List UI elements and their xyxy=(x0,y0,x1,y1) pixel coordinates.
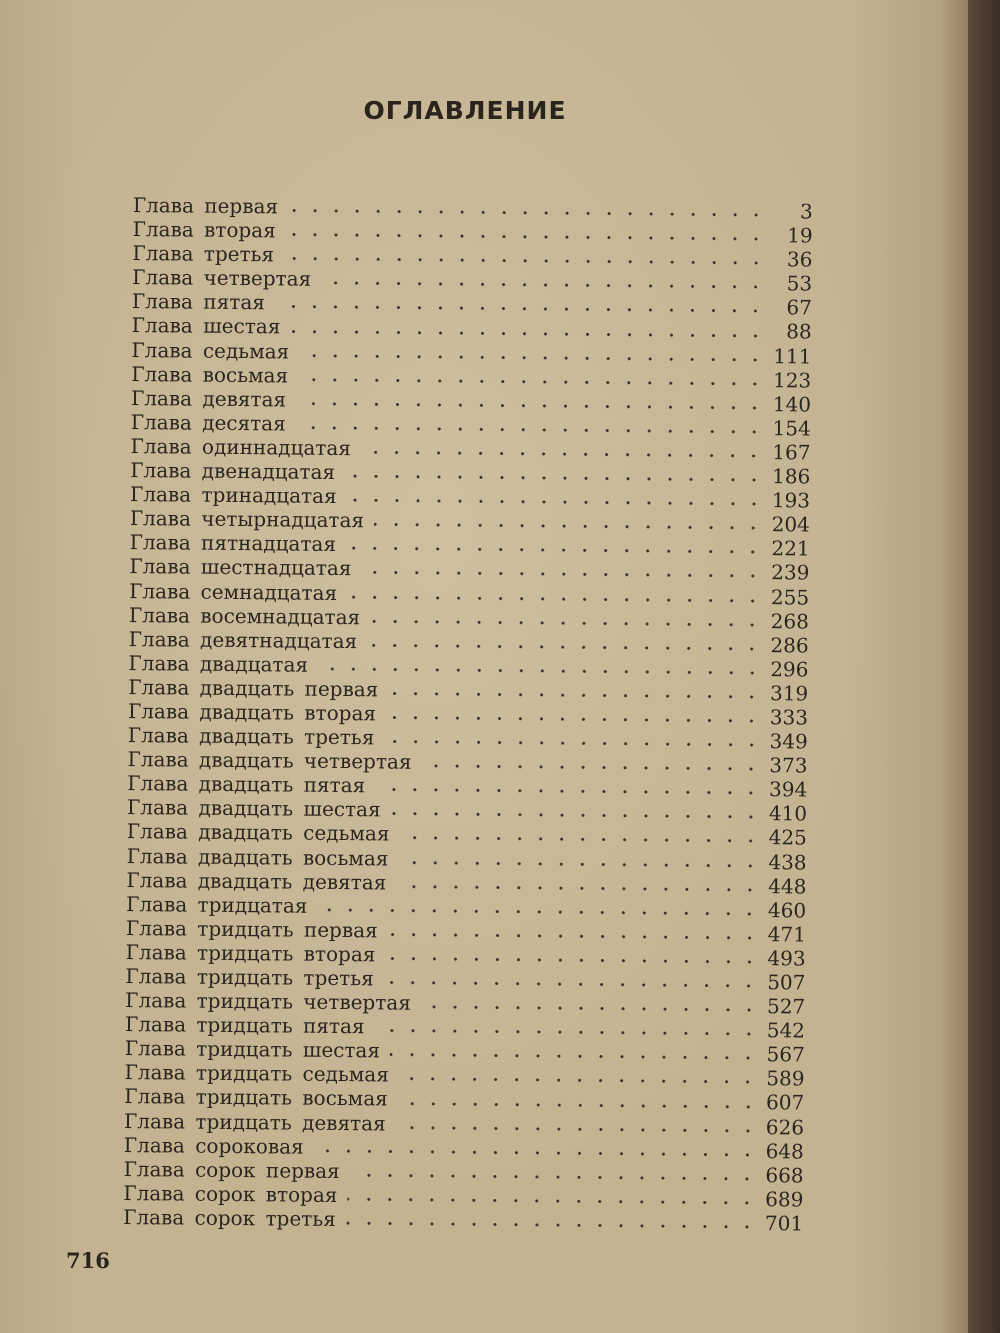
dot-leader xyxy=(290,329,765,338)
dot-leader xyxy=(385,956,759,964)
toc-entry-page: 19 xyxy=(787,223,813,248)
toc-entry-label: Глава тридцать восьмая xyxy=(124,1084,388,1111)
toc-entry-page: 53 xyxy=(786,271,813,296)
page-title: ОГЛАВЛЕНИЕ xyxy=(363,96,567,125)
toc-entry-label: Глава двадцать восьмая xyxy=(126,843,389,871)
toc-entry-label: Глава двадцать четвертая xyxy=(127,747,412,774)
toc-entry-page: 111 xyxy=(773,343,812,369)
toc-entry-page: 460 xyxy=(767,897,807,923)
toc-entry-page: 668 xyxy=(765,1162,804,1188)
toc-entry-label: Глава двадцать шестая xyxy=(126,795,381,822)
dot-leader xyxy=(396,1125,758,1132)
toc-entry-page: 221 xyxy=(771,536,810,561)
dot-leader xyxy=(384,980,760,988)
dot-leader xyxy=(398,1101,759,1108)
toc-entry-label: Глава двадцать седьмая xyxy=(126,819,390,846)
toc-entry-page: 333 xyxy=(769,705,809,730)
dot-leader xyxy=(388,691,762,699)
dot-leader xyxy=(299,353,765,361)
toc-entry-page: 507 xyxy=(767,970,806,995)
toc-entry-label: Глава сорок третья xyxy=(123,1204,336,1231)
toc-entry-label: Глава четвертая xyxy=(132,265,312,291)
dot-leader xyxy=(399,1077,759,1084)
toc-entry-page: 527 xyxy=(766,994,806,1019)
toc-entry-label: Глава тридцать девятая xyxy=(123,1108,386,1136)
toc-entry-page: 425 xyxy=(768,825,807,850)
toc-entry-page: 394 xyxy=(769,777,808,802)
toc-entry-label: Глава двадцатая xyxy=(128,650,309,677)
toc-entry-label: Глава сорок вторая xyxy=(123,1180,338,1207)
dot-leader xyxy=(396,884,760,891)
toc-entry-page: 268 xyxy=(770,608,810,634)
toc-entry-page: 88 xyxy=(786,319,812,344)
toc-entry-page: 286 xyxy=(770,632,809,658)
toc-entry-label: Глава сорок первая xyxy=(123,1156,340,1183)
toc-entry-label: Глава тридцать шестая xyxy=(124,1036,381,1063)
toc-entry-page: 167 xyxy=(772,440,811,465)
toc-entry-label: Глава тридцать пятая xyxy=(124,1012,365,1039)
toc-entry-page: 239 xyxy=(771,560,810,585)
toc-entry-label: Глава семнадцатая xyxy=(129,578,338,605)
toc-entry-label: Глава одиннадцатая xyxy=(130,433,352,461)
dot-leader xyxy=(296,425,765,434)
toc-entry-label: Глава двадцать первая xyxy=(128,674,379,702)
toc-entry-label: Глава тринадцатая xyxy=(129,482,337,509)
toc-entry-page: 493 xyxy=(767,946,806,971)
dot-leader xyxy=(421,1005,759,1012)
toc-entry-page: 3 xyxy=(800,199,813,224)
toc-entry-label: Глава тридцать вторая xyxy=(125,939,376,967)
dot-leader xyxy=(318,667,762,675)
toc-entry-label: Глава тридцатая xyxy=(126,891,308,918)
toc-entry-label: Глава восемнадцатая xyxy=(128,602,361,629)
dot-leader xyxy=(296,401,765,410)
toc-entry-page: 626 xyxy=(765,1114,805,1140)
toc-entry-page: 589 xyxy=(766,1066,805,1091)
toc-entry-page: 296 xyxy=(770,656,809,682)
toc-entry-page: 67 xyxy=(786,295,813,320)
toc-entry-page: 373 xyxy=(769,753,808,778)
toc-entry-label: Глава тридцать седьмая xyxy=(124,1060,390,1087)
dot-leader xyxy=(314,1148,758,1156)
toc-entry-label: Глава шестая xyxy=(131,313,281,339)
table-of-contents xyxy=(123,193,813,1236)
toc-entry-page: 689 xyxy=(765,1186,804,1212)
dot-leader xyxy=(347,1197,757,1205)
dot-leader xyxy=(390,1053,759,1061)
dot-leader xyxy=(375,1029,759,1037)
toc-entry-page: 567 xyxy=(766,1042,805,1067)
background-surface xyxy=(968,0,1000,1333)
toc-entry-label: Глава третья xyxy=(132,241,275,267)
toc-entry-page: 204 xyxy=(771,512,810,537)
toc-entry-page: 438 xyxy=(768,849,807,875)
toc-entry-label: Глава двадцать девятая xyxy=(126,867,387,895)
toc-entry-label: Глава пятая xyxy=(131,289,266,315)
dot-leader xyxy=(384,740,761,748)
toc-entry-label: Глава вторая xyxy=(132,217,276,243)
toc-entry-page: 471 xyxy=(767,921,807,947)
dot-leader xyxy=(347,595,763,603)
dot-leader xyxy=(275,305,766,314)
dot-leader xyxy=(374,523,764,531)
dot-leader xyxy=(361,450,765,458)
toc-entry-label: Глава двадцать третья xyxy=(127,723,375,750)
dot-leader xyxy=(370,619,763,627)
toc-entry-page: 448 xyxy=(768,873,807,899)
dot-leader xyxy=(399,836,760,843)
dot-leader xyxy=(288,209,767,218)
toc-entry-page: 186 xyxy=(772,464,811,489)
toc-entry-label: Глава двенадцатая xyxy=(130,458,336,484)
dot-leader xyxy=(346,546,764,554)
toc-entry-page: 542 xyxy=(766,1018,806,1043)
toc-entry-label: Глава двадцать вторая xyxy=(127,698,377,726)
toc-entry-label: Глава тридцать четвертая xyxy=(125,988,412,1015)
dot-leader xyxy=(347,498,764,506)
dot-leader xyxy=(361,571,763,579)
dot-leader xyxy=(284,257,766,266)
toc-entry-label: Глава сороковая xyxy=(123,1132,304,1159)
dot-leader xyxy=(421,764,761,771)
toc-entry-page: 319 xyxy=(769,681,809,706)
dot-leader xyxy=(345,474,764,482)
toc-entry-page: 410 xyxy=(768,801,808,826)
toc-entry-page: 349 xyxy=(769,729,808,754)
page-edge-shadow xyxy=(940,0,968,1333)
toc-entry-page: 154 xyxy=(772,415,811,441)
dot-leader xyxy=(386,715,762,723)
dot-leader xyxy=(346,1221,757,1229)
toc-entry-page: 701 xyxy=(764,1211,804,1236)
toc-entry-label: Глава десятая xyxy=(130,409,286,436)
dot-leader xyxy=(391,812,761,820)
toc-entry-label: Глава восьмая xyxy=(131,361,289,388)
dot-leader xyxy=(317,908,760,916)
dot-leader xyxy=(286,233,767,242)
dot-leader xyxy=(350,1173,758,1181)
dot-leader xyxy=(367,643,763,651)
toc-entry-page: 193 xyxy=(771,488,811,513)
page-number: 716 xyxy=(66,1248,110,1273)
toc-entry-page: 255 xyxy=(770,584,810,610)
toc-entry-page: 140 xyxy=(772,391,812,417)
dot-leader xyxy=(375,788,761,796)
toc-entry-page: 648 xyxy=(765,1138,804,1164)
toc-entry-label: Глава шестнадцатая xyxy=(129,554,352,581)
toc-entry-page: 123 xyxy=(772,367,812,393)
dot-leader xyxy=(388,932,760,940)
toc-entry-label: Глава седьмая xyxy=(131,337,290,364)
toc-entry-page: 607 xyxy=(765,1090,805,1115)
dot-leader xyxy=(298,377,765,385)
toc-entry-label: Глава двадцать пятая xyxy=(127,771,366,798)
dot-leader xyxy=(398,860,760,867)
toc-entry xyxy=(123,1205,803,1236)
toc-entry-label: Глава четырнадцатая xyxy=(129,506,365,533)
toc-entry-label: Глава девятнадцатая xyxy=(128,626,358,653)
toc-entry-label: Глава первая xyxy=(132,193,279,219)
dot-leader xyxy=(321,281,766,289)
toc-entry-page: 36 xyxy=(786,247,813,272)
toc-entry-label: Глава пятнадцатая xyxy=(129,530,337,557)
toc-entry-label: Глава девятая xyxy=(130,385,287,412)
toc-entry-label: Глава тридцать третья xyxy=(125,963,374,991)
toc-entry-label: Глава тридцать первая xyxy=(125,915,378,943)
